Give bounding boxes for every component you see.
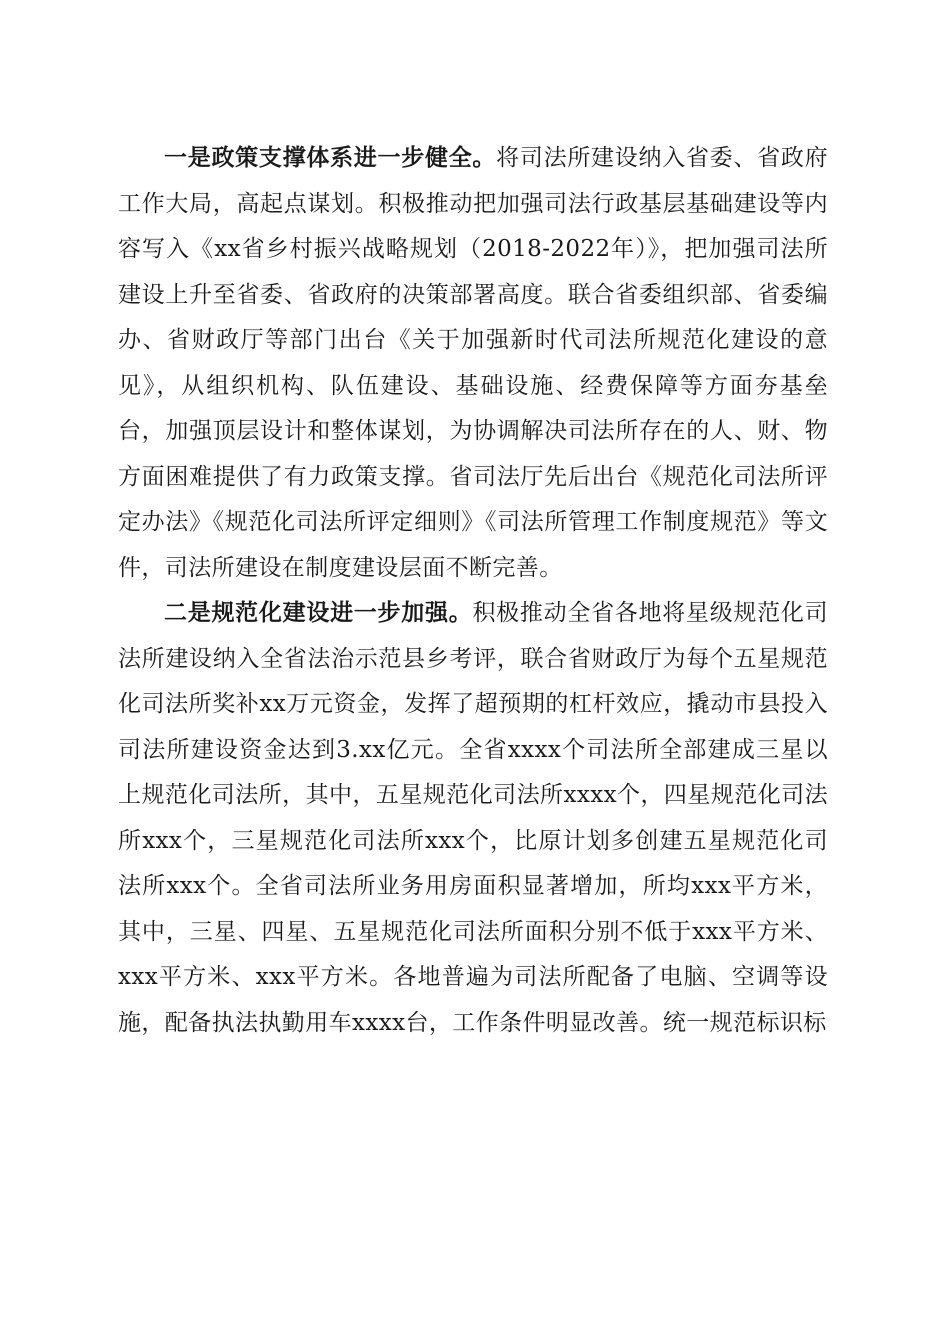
paragraph-text: 将司法所建设纳入省委、省政府工作大局，高起点谋划。积极推动把加强司法行政基层基础建设等内容写入《xx省乡村振兴战略规划（2018-2022年）》，把加强司法所建设上升至省委、省政府的决策部署高度。联合省委组织部、省委编办、省财政厅等部门出台《关于加强新时代司法所规范化建设的意见》，从组织机构、队伍建设、基础设施、经费保障等方面夯基垒台，加强顶层设计和整体谋划，为协调解决司法所存在的人、财、物方面困难提供了有力政策支撑。省司法厅先后出台《规范化司法所评定办法》《规范化司法所评定细则》《司法所管理工作制度规范》等文件，司法所建设在制度建设层面不断完善。 — [118, 145, 828, 581]
document-body — [118, 136, 828, 1046]
paragraph-policy-support — [118, 136, 828, 591]
paragraph-standardization — [118, 591, 828, 1046]
paragraph-lead: 一是政策支撑体系进一步健全。 — [164, 145, 497, 171]
paragraph-text: 积极推动全省各地将星级规范化司法所建设纳入全省法治示范县乡考评，联合省财政厅为每个五星规范化司法所奖补xx万元资金，发挥了超预期的杠杆效应，撬动市县投入司法所建设资金达到3.xx亿元。全省xxxx个司法所全部建成三星以上规范化司法所，其中，五星规范化司法所xxxx个，四星规范化司法所xxx个，三星规范化司法所xxx个，比原计划多创建五星规范化司法所xxx个。全省司法所业务用房面积显著增加，所均xxx平方米，其中，三星、四星、五星规范化司法所面积分别不低于xxx平方米、xxx平方米、xxx平方米。各地普遍为司法所配备了电脑、空调等设施，配备执法执勤用车xxxx台，工作条件明显改善。统一规范标识标 — [118, 600, 828, 1036]
paragraph-lead: 二是规范化建设进一步加强。 — [164, 600, 473, 626]
